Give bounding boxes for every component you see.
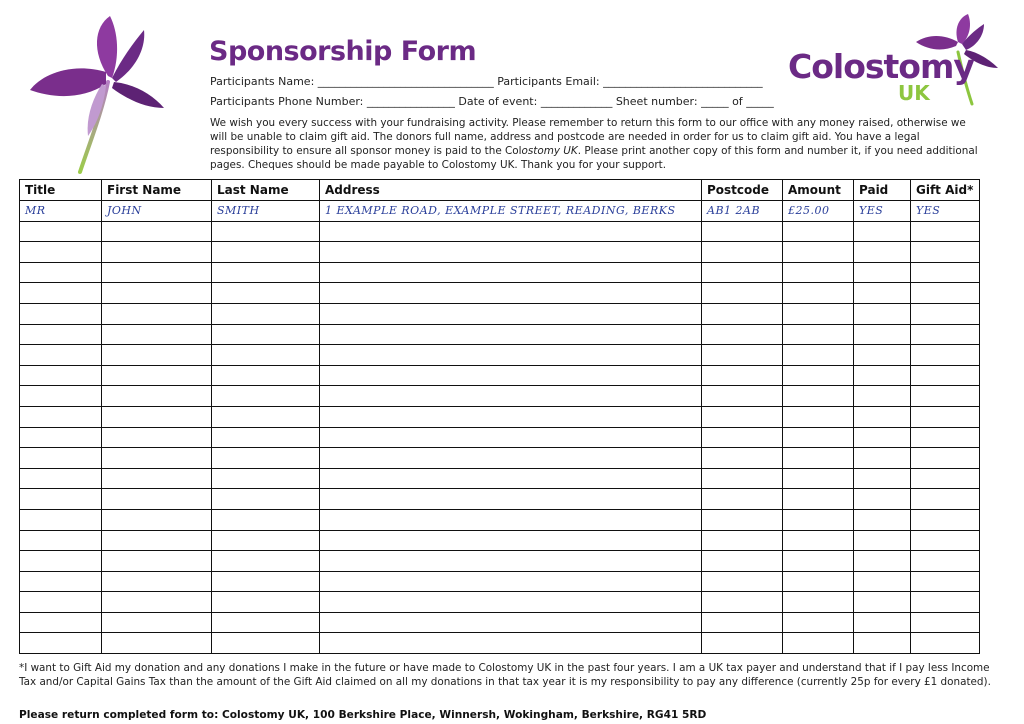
table-cell[interactable] (102, 262, 212, 283)
col-address: Address (320, 180, 702, 201)
col-amount: Amount (783, 180, 854, 201)
table-cell[interactable] (102, 551, 212, 572)
intro-text-italic: ostomy UK (521, 145, 578, 157)
table-cell[interactable] (854, 571, 911, 592)
table-row (20, 612, 980, 633)
table-cell[interactable] (102, 221, 212, 242)
table-cell[interactable] (854, 221, 911, 242)
table-row (20, 448, 980, 469)
table-cell[interactable] (102, 427, 212, 448)
table-cell[interactable] (102, 324, 212, 345)
table-cell[interactable] (102, 365, 212, 386)
table-cell[interactable] (212, 406, 320, 427)
table-cell[interactable] (783, 365, 854, 386)
table-cell[interactable] (212, 221, 320, 242)
table-cell[interactable] (212, 242, 320, 263)
example-title[interactable]: MR (20, 201, 102, 222)
table-cell[interactable] (702, 262, 783, 283)
col-last-name: Last Name (212, 180, 320, 201)
table-cell[interactable] (783, 448, 854, 469)
table-cell[interactable] (212, 571, 320, 592)
table-cell[interactable] (702, 406, 783, 427)
table-cell[interactable] (702, 509, 783, 530)
table-row (20, 406, 980, 427)
table-cell[interactable] (911, 242, 980, 263)
sheet-of-label: of (732, 95, 743, 108)
participants-name-label: Participants Name: (210, 75, 315, 88)
table-cell[interactable] (911, 489, 980, 510)
example-address[interactable]: 1 EXAMPLE ROAD, EXAMPLE STREET, READING, BERKS (320, 201, 702, 222)
table-cell[interactable] (783, 406, 854, 427)
table-cell[interactable] (911, 592, 980, 613)
table-cell[interactable] (212, 489, 320, 510)
example-amount[interactable]: £25.00 (783, 201, 854, 222)
table-cell[interactable] (783, 283, 854, 304)
table-cell[interactable] (320, 633, 702, 654)
table-cell[interactable] (320, 303, 702, 324)
example-gift-aid[interactable]: YES (911, 201, 980, 222)
table-cell[interactable] (854, 365, 911, 386)
table-row (20, 283, 980, 304)
table-cell[interactable] (854, 633, 911, 654)
table-cell[interactable] (911, 262, 980, 283)
table-cell[interactable] (702, 303, 783, 324)
participants-email-label: Participants Email: (497, 75, 600, 88)
table-cell[interactable] (783, 551, 854, 572)
table-cell[interactable] (911, 221, 980, 242)
table-cell[interactable] (212, 345, 320, 366)
table-cell[interactable] (702, 448, 783, 469)
table-row (20, 509, 980, 530)
table-cell[interactable] (320, 571, 702, 592)
table-cell[interactable] (20, 509, 102, 530)
sheet-number-blank[interactable]: _____ (701, 95, 729, 108)
table-cell[interactable] (20, 365, 102, 386)
table-cell[interactable] (212, 386, 320, 407)
table-cell[interactable] (702, 242, 783, 263)
table-cell[interactable] (102, 509, 212, 530)
table-cell[interactable] (102, 468, 212, 489)
table-row (20, 468, 980, 489)
table-cell[interactable] (102, 633, 212, 654)
table-cell[interactable] (702, 551, 783, 572)
table-cell[interactable] (854, 489, 911, 510)
table-row (20, 633, 980, 654)
table-cell[interactable] (20, 242, 102, 263)
sheet-number-label: Sheet number: (615, 95, 698, 108)
table-cell[interactable] (212, 592, 320, 613)
table-cell[interactable] (212, 324, 320, 345)
table-cell[interactable] (911, 427, 980, 448)
table-cell[interactable] (212, 633, 320, 654)
table-cell[interactable] (20, 406, 102, 427)
table-cell[interactable] (854, 242, 911, 263)
table-cell[interactable] (854, 468, 911, 489)
table-cell[interactable] (911, 386, 980, 407)
table-cell[interactable] (20, 489, 102, 510)
table-cell[interactable] (102, 571, 212, 592)
table-cell[interactable] (783, 221, 854, 242)
table-cell[interactable] (102, 612, 212, 633)
table-cell[interactable] (911, 571, 980, 592)
colostomy-uk-logo (786, 12, 1006, 107)
table-cell[interactable] (320, 283, 702, 304)
table-cell[interactable] (320, 612, 702, 633)
table-cell[interactable] (783, 262, 854, 283)
table-cell[interactable] (320, 592, 702, 613)
table-cell[interactable] (783, 509, 854, 530)
table-cell[interactable] (320, 489, 702, 510)
table-cell[interactable] (20, 592, 102, 613)
table-cell[interactable] (102, 345, 212, 366)
gift-aid-declaration: *I want to Gift Aid my donation and any donations I make in the future or have made to Colostomy UK in the past four years. I am a UK tax payer and understand that if I pay less Income Tax and/or Capital Gains Tax than the amount of the Gift Aid claimed on all my donations in that tax year it is my responsibility to pay any difference (currently 25p for every £1 donated). (19, 662, 991, 688)
table-cell[interactable] (20, 551, 102, 572)
table-cell[interactable] (20, 324, 102, 345)
table-cell[interactable] (102, 489, 212, 510)
table-cell[interactable] (212, 509, 320, 530)
table-cell[interactable] (783, 612, 854, 633)
table-cell[interactable] (783, 324, 854, 345)
table-cell[interactable] (320, 427, 702, 448)
table-cell[interactable] (212, 427, 320, 448)
table-cell[interactable] (783, 592, 854, 613)
table-cell[interactable] (212, 551, 320, 572)
table-cell[interactable] (20, 427, 102, 448)
table-cell[interactable] (854, 509, 911, 530)
table-cell[interactable] (854, 303, 911, 324)
table-cell[interactable] (702, 571, 783, 592)
table-cell[interactable] (320, 221, 702, 242)
table-cell[interactable] (783, 345, 854, 366)
table-row (20, 303, 980, 324)
table-cell[interactable] (320, 551, 702, 572)
table-cell[interactable] (911, 283, 980, 304)
logo-graphic (786, 12, 1006, 107)
table-cell[interactable] (20, 468, 102, 489)
table-cell[interactable] (911, 448, 980, 469)
table-cell[interactable] (702, 386, 783, 407)
table-cell[interactable] (320, 242, 702, 263)
table-row (20, 592, 980, 613)
table-cell[interactable] (102, 242, 212, 263)
table-cell[interactable] (20, 345, 102, 366)
table-cell[interactable] (20, 303, 102, 324)
table-cell[interactable] (20, 530, 102, 551)
table-row (20, 365, 980, 386)
return-address: Please return completed form to: Colostomy UK, 100 Berkshire Place, Winnersh, Wokingham, Berkshire, RG41 5RD (19, 709, 707, 721)
table-cell[interactable] (854, 386, 911, 407)
table-cell[interactable] (702, 221, 783, 242)
table-row (20, 489, 980, 510)
participants-name-blank[interactable]: ________________________________ (317, 75, 494, 88)
table-cell[interactable] (783, 303, 854, 324)
intro-text-part2: . Please print another copy of this form and number it, if you need additional pages. Cheques should be made payable to Colostomy UK. Thank you for your support. (210, 145, 978, 171)
table-cell[interactable] (854, 283, 911, 304)
table-row (20, 427, 980, 448)
table-cell[interactable] (102, 303, 212, 324)
table-cell[interactable] (854, 406, 911, 427)
sheet-total-blank[interactable]: _____ (746, 95, 774, 108)
table-cell[interactable] (854, 530, 911, 551)
table-cell[interactable] (102, 283, 212, 304)
col-title: Title (20, 180, 102, 201)
table-cell[interactable] (20, 633, 102, 654)
table-cell[interactable] (911, 509, 980, 530)
table-header-row (20, 180, 980, 201)
table-cell[interactable] (212, 365, 320, 386)
example-paid[interactable]: YES (854, 201, 911, 222)
table-row (20, 530, 980, 551)
intro-paragraph (210, 116, 980, 172)
table-cell[interactable] (911, 530, 980, 551)
table-cell[interactable] (783, 242, 854, 263)
table-cell[interactable] (911, 324, 980, 345)
table-cell[interactable] (20, 221, 102, 242)
table-row (20, 345, 980, 366)
table-cell[interactable] (212, 468, 320, 489)
table-cell[interactable] (702, 612, 783, 633)
table-cell[interactable] (320, 509, 702, 530)
table-row (20, 386, 980, 407)
logo-wordmark: Colostomy (788, 47, 974, 86)
table-cell[interactable] (911, 406, 980, 427)
table-cell[interactable] (854, 612, 911, 633)
table-cell[interactable] (20, 386, 102, 407)
table-row (20, 551, 980, 572)
phone-number-blank[interactable]: ________________ (366, 95, 455, 108)
table-cell[interactable] (702, 633, 783, 654)
table-cell[interactable] (911, 345, 980, 366)
table-cell[interactable] (783, 427, 854, 448)
table-cell[interactable] (212, 262, 320, 283)
table-cell[interactable] (854, 427, 911, 448)
table-cell[interactable] (783, 633, 854, 654)
table-row (20, 221, 980, 242)
table-row (20, 262, 980, 283)
page-title: Sponsorship Form (209, 36, 477, 67)
table-row (20, 571, 980, 592)
intro-text-part1: We wish you every success with your fundraising activity. Please remember to return this form to our office with any money raised, otherwise we will be unable to claim gift aid. The donors full name, address and postcode are needed in order for us to claim gift aid. You have a legal responsibility to ensure all sponsor money is paid to the Col (210, 117, 966, 157)
table-cell[interactable] (20, 571, 102, 592)
table-cell[interactable] (783, 386, 854, 407)
table-cell[interactable] (854, 345, 911, 366)
table-cell[interactable] (20, 448, 102, 469)
col-postcode: Postcode (702, 180, 783, 201)
table-cell[interactable] (102, 386, 212, 407)
table-cell[interactable] (911, 633, 980, 654)
table-cell[interactable] (702, 345, 783, 366)
table-cell[interactable] (102, 406, 212, 427)
table-cell[interactable] (854, 448, 911, 469)
participant-fields-row2 (210, 95, 774, 108)
table-cell[interactable] (854, 592, 911, 613)
table-cell[interactable] (320, 324, 702, 345)
table-cell[interactable] (320, 345, 702, 366)
table-cell[interactable] (320, 468, 702, 489)
table-cell[interactable] (102, 448, 212, 469)
date-of-event-blank[interactable]: _____________ (540, 95, 613, 108)
table-cell[interactable] (911, 612, 980, 633)
date-of-event-label: Date of event: (458, 95, 538, 108)
table-cell[interactable] (702, 324, 783, 345)
table-cell[interactable] (212, 283, 320, 304)
table-cell[interactable] (702, 592, 783, 613)
table-cell[interactable] (783, 530, 854, 551)
table-cell[interactable] (702, 427, 783, 448)
example-last-name[interactable]: SMITH (212, 201, 320, 222)
table-cell[interactable] (212, 530, 320, 551)
table-cell[interactable] (102, 530, 212, 551)
col-first-name: First Name (102, 180, 212, 201)
table-cell[interactable] (911, 303, 980, 324)
table-cell[interactable] (911, 365, 980, 386)
table-cell[interactable] (20, 612, 102, 633)
table-cell[interactable] (320, 365, 702, 386)
col-gift-aid: Gift Aid* (911, 180, 980, 201)
example-row (20, 201, 980, 222)
table-row (20, 324, 980, 345)
table-cell[interactable] (911, 551, 980, 572)
table-cell[interactable] (783, 468, 854, 489)
table-row (20, 242, 980, 263)
table-cell[interactable] (854, 324, 911, 345)
table-cell[interactable] (702, 489, 783, 510)
table-cell[interactable] (320, 448, 702, 469)
table-cell[interactable] (854, 262, 911, 283)
table-cell[interactable] (212, 303, 320, 324)
table-cell[interactable] (212, 612, 320, 633)
table-cell[interactable] (320, 406, 702, 427)
table-cell[interactable] (212, 448, 320, 469)
table-cell[interactable] (911, 468, 980, 489)
example-postcode[interactable]: AB1 2AB (702, 201, 783, 222)
logo-uk: UK (898, 81, 930, 105)
col-paid: Paid (854, 180, 911, 201)
participants-email-blank[interactable]: _____________________________ (603, 75, 763, 88)
table-cell[interactable] (102, 592, 212, 613)
example-first-name[interactable]: JOHN (102, 201, 212, 222)
iris-flower-illustration (22, 12, 182, 177)
table-cell[interactable] (320, 530, 702, 551)
table-cell[interactable] (702, 530, 783, 551)
table-cell[interactable] (702, 283, 783, 304)
table-cell[interactable] (783, 571, 854, 592)
sponsor-table (19, 179, 980, 654)
table-cell[interactable] (854, 551, 911, 572)
table-cell[interactable] (320, 262, 702, 283)
table-cell[interactable] (783, 489, 854, 510)
table-cell[interactable] (20, 283, 102, 304)
table-cell[interactable] (20, 262, 102, 283)
table-cell[interactable] (702, 468, 783, 489)
table-cell[interactable] (320, 386, 702, 407)
participant-fields-row1 (210, 75, 763, 88)
table-cell[interactable] (702, 365, 783, 386)
phone-number-label: Participants Phone Number: (210, 95, 364, 108)
